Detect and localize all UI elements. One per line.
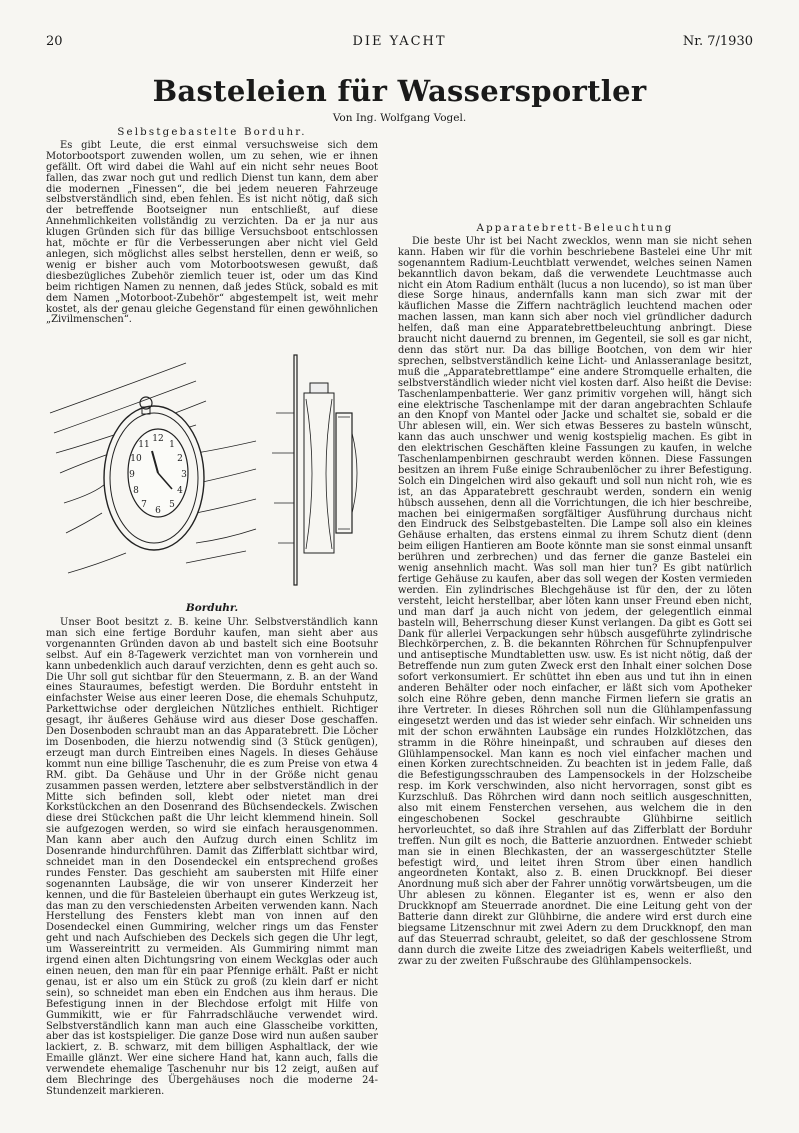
column-right xyxy=(398,128,752,968)
clock-numeral: 6 xyxy=(155,506,161,516)
clock-numeral: 4 xyxy=(177,486,183,496)
clock-numeral: 2 xyxy=(177,454,183,464)
clock-numeral: 11 xyxy=(138,440,150,450)
figure-caption: Borduhr. xyxy=(185,602,239,614)
section-heading-borduhr: Selbstgebastelte Borduhr. xyxy=(117,127,307,138)
magazine-name: DIE YACHT xyxy=(352,34,447,49)
borduhr-body: Unser Boot besitzt z. B. keine Uhr. Selbstverständlich kann man sich eine fertige Borduhr kaufen, man sieht aber aus vorgenannten Gründen davon ab und bastelt sich eine Bootsuhr selbst. Auf ein 8-Tagewerk verzichtet man von vornherein und kann unbedenklich auch darauf verzichten, denn es geht auch so. Die Uhr soll gut sichtbar für den Steuermann, z. B. an der Wand eines Stauraumes, befestigt werden. Die Borduhr entsteht in einfachster Weise aus einer leeren Dose, die ehemals Schuhputz, Parkettwichse oder dergleichen Nützliches enthielt. Richtiger gesagt, ihr äußeres Gehäuse wird aus dieser Dose geschaffen. Den Dosenboden schraubt man an das Apparatebrett. Die Löcher im Dosenboden, die hierzu notwendig sind (3 Stück genügen), erzeugt man durch Eintreiben eines Nagels. In dieses Gehäuse kommt nun eine billige Taschenuhr, die es zum Preise von etwa 4 RM. gibt. Da Gehäuse und Uhr in der Größe nicht genau zusammen passen werden, letztere aber selbstverständlich in der Mitte sich befinden soll, klebt oder nietet man drei Korkstückchen an den Dosenrand des Büchsendeckels. Zwischen diese drei Stückchen paßt die Uhr leicht klemmend hinein. Soll sie aufgezogen werden, so wird sie einfach herausgenommen. Man kann aber auch den Aufzug durch einen Schlitz im Dosenrande hindurchführen. Damit das Zifferblatt sichtbar wird, schneidet man in den Dosendeckel ein entsprechend großes rundes Fenster. Das geschieht am saubersten mit Hilfe einer sogenannten Laubsäge, die wir von unserer Kinderzeit her kennen, und die für Basteleien überhaupt ein gutes Werkzeug ist, das man zu den verschiedensten Arbeiten verwenden kann. Nach Herstellung des Fensters klebt man von innen auf den Dosendeckel einen Gummiring, welcher rings um das Fenster geht und nach Aufschieben des Deckels sich gegen die Uhr legt, um Wassereintritt zu vermeiden. Als Gummiring nimmt man irgend einen alten Dichtungsring von einem Weckglas oder auch einen neuen, den man für ein paar Pfennige erhält. Paßt er nicht genau, ist er also um ein Stück zu groß (zu klein darf er nicht sein), so schneidet man eben ein Endchen aus ihm heraus. Die Befestigung innen in der Blechdose erfolgt mit Hilfe von Gummikitt, wie er für Fahrradschläuche verwendet wird. Selbstverständlich kann man auch eine Glasscheibe vorkitten, aber das ist kostspieliger. Die ganze Dose wird nun außen sauber lackiert, z. B. schwarz, mit dem billigen Asphaltlack, der wie Emaille glänzt. Wer eine sichere Hand hat, kann auch, falls die verwendete ehemalige Taschenuhr nur bis 12 zeigt, außen auf dem Blechringe des Übergehäuses noch die moderne 24-Stundenzeit markieren. xyxy=(46,617,378,1097)
section-heading-beleuchtung: Apparatebrett-Beleuchtung xyxy=(476,223,674,234)
intro-paragraph: Es gibt Leute, die erst einmal versuchsweise sich dem Motorbootsport zuwenden wollen, um zu sehen, wie er ihnen gefällt. Oft wird dabei die Wahl auf ein nicht sehr neues Boot fallen, das zwar noch gut und redlich Dienst tun kann, dem aber die modernen „Finessen“, die bei jedem neueren Fahrzeuge selbstverständlich sind, eben fehlen. Es ist nicht nötig, daß sich der betreffende Bootseigner nun entschließt, auf diese Annehmlichkeiten vollständig zu verzichten. Da er ja nur aus klugen Gründen sich für das billige Versuchsboot entschlossen hat, möchte er für die Verbesserungen aber nicht viel Geld anlegen, sich möglichst alles selbst herstellen, denn er weiß, so wenig er bisher auch vom Motorbootswesen gewußt, daß diesbezügliches Zubehör ziemlich teuer ist, oder um das Kind beim richtigen Namen zu nennen, daß jedes Stück, sobald es mit dem Namen „Motorboot-Zubehör“ abgestempelt ist, weit mehr kostet, als der genau gleiche Gegenstand für einen gewöhnlichen „Zivilmenschen“. xyxy=(46,139,378,326)
article-title: Basteleien für Wassersportler xyxy=(152,74,647,108)
column-left-top xyxy=(46,128,378,326)
clock-numeral: 10 xyxy=(130,454,142,464)
page-number: 20 xyxy=(46,34,63,49)
beleuchtung-body: Die beste Uhr ist bei Nacht zwecklos, wenn man sie nicht sehen kann. Haben wir für die vorhin beschriebene Bastelei eine Uhr mit sogenanntem Radium-Leuchtblatt verwendet, welches seinen Namen bekanntlich davon bekam, daß die verwendete Leuchtmasse auch nicht ein Atom Radium enthält (lucus a non lucendo), so ist man über diese Sorge hinaus, andernfalls kann man sich zwar mit der käuflichen Masse die Ziffern nachträglich leuchtend machen oder machen lassen, man kann sich aber noch viel gründlicher dadurch helfen, daß man eine Apparatebrettbeleuchtung anbringt. Diese braucht nicht dauernd zu brennen, im Gegenteil, sie soll es gar nicht, denn das stört nur. Da das billige Bootchen, von dem wir hier sprechen, selbstverständlich keine Licht- und Anlasseranlage besitzt, muß die „Apparatebrettlampe“ eine andere Stromquelle erhalten, die selbstverständlich wieder nicht viel kosten darf. Also heißt die Devise: Taschenlampenbatterie. Wer ganz primitiv vorgehen will, hängt sich eine elektrische Taschenlampe mit der daran angebrachten Schlaufe an den Knopf von Mantel oder Jacke und schaltet sie, sobald er die Uhr ablesen will, ein. Wer sich etwas Besseres zu basteln wünscht, kann das auch unschwer und wenig kostspielig machen. Es gibt in den elektrischen Geschäften kleine Fassungen zu kaufen, in welche Taschenlampenbirnen geschraubt werden können. Diese Fassungen besitzen an ihrem Fuße einige Schraubenlöcher zu ihrer Befestigung. Solch ein Dingelchen wird also gekauft und soll nun nicht roh, wie es ist, an das Apparatebrett geschraubt werden, sondern ein wenig hübsch aussehen, denn all die Vorrichtungen, die ich hier beschreibe, machen bei einigermaßen sorgfältiger Ausführung durchaus nicht den Eindruck des Selbstgebastelten. Die Lampe soll also ein kleines Gehäuse erhalten, das erstens einmal zu ihrem Schutz dient (denn beim eiligen Hantieren am Boote könnte man sie sonst einmal unsanft berühren und zerbrechen) und das ferner die ganze Bastelei ein wenig ansehnlich macht. Was soll man hier tun? Es gibt natürlich fertige Gehäuse zu kaufen, aber das soll wegen der Kosten vermieden werden. Ein zylindrisches Blechgehäuse ist für den, der zu löten versteht, leicht herstellbar, aber löten kann unser Freund eben nicht, und man darf ja auch nicht von jedem, der gelegentlich einmal basteln will, Beherrschung dieser Kunst verlangen. Da gibt es Gott sei Dank für allerlei Verpackungen sehr hübsch ausgeführte zylindrische Blechkörperchen, z. B. die bekannten Röhrchen für Schnupfenpulver und antiseptische Mundtabletten usw. usw. Es ist nicht nötig, daß der Betreffende nun zum guten Zweck erst den Inhalt einer solchen Dose sofort verkonsumiert. Er schüttet ihn eben aus und tut ihn in einen anderen Behälter oder noch einfacher, er läßt sich vom Apotheker solch eine Röhre geben, denn manche Firmen liefern sie gratis an ihre Vertreter. In dieses Röhrchen soll nun die Glühlampenfassung eingesetzt werden und das ist wieder sehr einfach. Wir schneiden uns mit der schon erwähnten Laubsäge ein rundes Holzklötzchen, das stramm in die Röhre hineinpaßt, und schrauben auf dieses den Glühlampensockel. Man kann es noch viel einfacher machen und einen Korken zurechtschneiden. Zu beachten ist in jedem Falle, daß die Befestigungsschrauben des Lampensockels in der Holzscheibe resp. im Kork verschwinden, also nicht hervorragen, sonst gibt es Kurzschluß. Das Röhrchen wird dann noch seitlich ausgeschnitten, also mit einem Fensterchen versehen, aus welchem die in den eingeschobenen Sockel geschraubte Glühbirne seitlich hervorleuchtet, so daß ihre Strahlen auf das Zifferblatt der Borduhr treffen. Nun gilt es noch, die Batterie anzuordnen. Entweder schiebt man sie in einen Blechkasten, der an wassergeschützter Stelle befestigt wird, und leitet ihren Strom über einen handlich angeordneten Kontakt, also z. B. einen Druckknopf. Bei dieser Anordnung muß sich aber der Fahrer unnötig vorwärtsbeugen, um die Uhr ablesen zu können. Eleganter ist es, wenn er also den Druckknopf am Steuerrade anordnet. Die eine Leitung geht von der Batterie dann direkt zur Glühbirne, die andere wird erst durch eine biegsame Litzenschnur mit zwei Adern zu dem Druckknopf, den man auf das Steuerrad schraubt, geleitet, so daß der geschlossene Strom dann durch die zweite Litze des zweiadrigen Kabels weiterfließt, und zwar zu der zweiten Fußschraube des Glühlampensockels. xyxy=(398,235,752,967)
clock-numeral: 7 xyxy=(141,500,147,510)
clock-numeral: 5 xyxy=(169,500,175,510)
clock-numeral: 3 xyxy=(181,470,187,480)
clock-numeral: 9 xyxy=(129,470,135,480)
issue-number: Nr. 7/1930 xyxy=(682,34,753,49)
borduhr-figure xyxy=(46,353,378,616)
page-header xyxy=(46,34,753,52)
borduhr-illustration xyxy=(46,353,378,616)
column-left-bottom xyxy=(46,618,378,1098)
clock-numeral: 8 xyxy=(133,486,139,496)
clock-numeral: 12 xyxy=(152,434,164,444)
clock-numeral: 1 xyxy=(169,440,175,450)
article-byline: Von Ing. Wolfgang Vogel. xyxy=(332,112,467,124)
